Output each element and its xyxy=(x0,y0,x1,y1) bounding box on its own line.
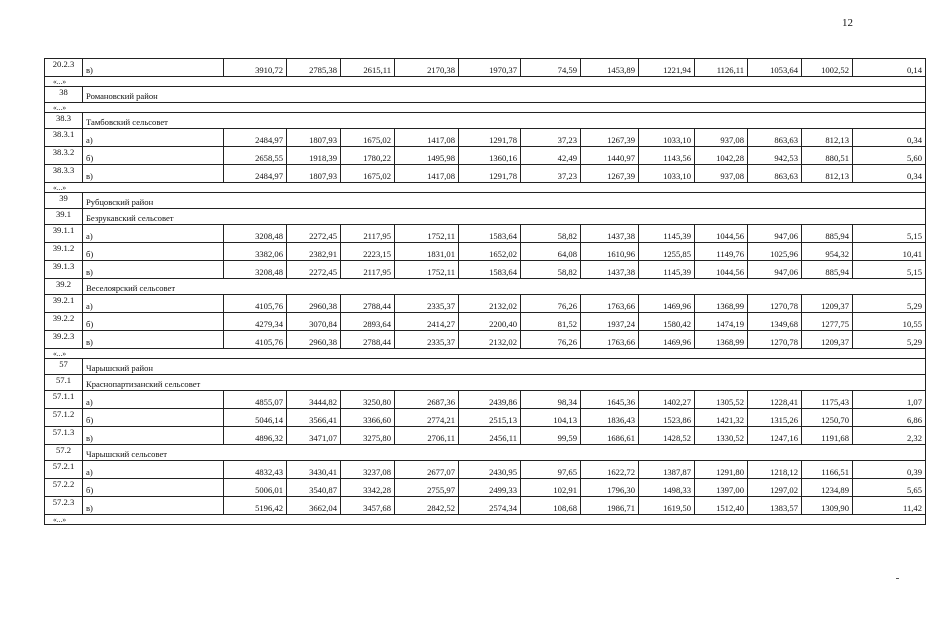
value-cell: 1437,38 xyxy=(581,225,639,243)
value-cell: 1495,98 xyxy=(395,147,459,165)
ellipsis-row xyxy=(45,103,926,113)
value-cell: 2658,55 xyxy=(224,147,287,165)
value-cell: 942,53 xyxy=(748,147,802,165)
value-cell: 1469,96 xyxy=(639,295,695,313)
value-cell: 2382,91 xyxy=(287,243,341,261)
row-subitem: а) xyxy=(83,295,224,313)
value-cell: 1267,39 xyxy=(581,165,639,183)
value-cell: 2272,45 xyxy=(287,261,341,279)
value-cell: 1397,00 xyxy=(695,479,748,497)
value-cell: 3910,72 xyxy=(224,59,287,77)
row-code: 39.1.1 xyxy=(45,225,83,243)
row-subitem: в) xyxy=(83,59,224,77)
value-cell: 1440,97 xyxy=(581,147,639,165)
value-cell: 5046,14 xyxy=(224,409,287,427)
row-code: 39.2.2 xyxy=(45,313,83,331)
value-cell: 5,15 xyxy=(853,225,926,243)
section-code: 57.2 xyxy=(45,445,83,461)
value-cell: 3471,07 xyxy=(287,427,341,445)
row-code: 39.1.2 xyxy=(45,243,83,261)
value-cell: 98,34 xyxy=(521,391,581,409)
table-row xyxy=(45,147,926,165)
value-cell: 5,29 xyxy=(853,331,926,349)
value-cell: 4105,76 xyxy=(224,295,287,313)
value-cell: 99,59 xyxy=(521,427,581,445)
value-cell: 5,60 xyxy=(853,147,926,165)
value-cell: 1583,64 xyxy=(459,261,521,279)
page-number: 12 xyxy=(842,17,853,29)
section-row xyxy=(45,279,926,295)
value-cell: 1807,93 xyxy=(287,129,341,147)
value-cell: 1033,10 xyxy=(639,129,695,147)
value-cell: 4832,43 xyxy=(224,461,287,479)
table-row xyxy=(45,313,926,331)
section-row xyxy=(45,87,926,103)
value-cell: 880,51 xyxy=(802,147,853,165)
value-cell: 1417,08 xyxy=(395,165,459,183)
value-cell: 1387,87 xyxy=(639,461,695,479)
value-cell: 1166,51 xyxy=(802,461,853,479)
row-subitem: а) xyxy=(83,225,224,243)
value-cell: 885,94 xyxy=(802,261,853,279)
row-subitem: б) xyxy=(83,147,224,165)
table-row xyxy=(45,129,926,147)
value-cell: 1831,01 xyxy=(395,243,459,261)
value-cell: 954,32 xyxy=(802,243,853,261)
section-code: 39.2 xyxy=(45,279,83,295)
row-code: 57.2.3 xyxy=(45,497,83,515)
value-cell: 1330,52 xyxy=(695,427,748,445)
value-cell: 1675,02 xyxy=(341,165,395,183)
section-title: Краснопартизанский сельсовет xyxy=(83,375,926,391)
value-cell: 1218,12 xyxy=(748,461,802,479)
value-cell: 2335,37 xyxy=(395,331,459,349)
value-cell: 812,13 xyxy=(802,129,853,147)
value-cell: 2687,36 xyxy=(395,391,459,409)
section-title: Чарышский сельсовет xyxy=(83,445,926,461)
row-subitem: б) xyxy=(83,409,224,427)
row-code: 39.2.1 xyxy=(45,295,83,313)
table-row xyxy=(45,225,926,243)
section-title: Тамбовский сельсовет xyxy=(83,113,926,129)
value-cell: 1619,50 xyxy=(639,497,695,515)
section-title: Веселоярский сельсовет xyxy=(83,279,926,295)
value-cell: 2788,44 xyxy=(341,331,395,349)
value-cell: 3366,60 xyxy=(341,409,395,427)
value-cell: 1368,99 xyxy=(695,331,748,349)
value-cell: 2842,52 xyxy=(395,497,459,515)
value-cell: 1986,71 xyxy=(581,497,639,515)
row-subitem: б) xyxy=(83,243,224,261)
value-cell: 10,55 xyxy=(853,313,926,331)
value-cell: 1247,16 xyxy=(748,427,802,445)
section-code: 38.3 xyxy=(45,113,83,129)
value-cell: 947,06 xyxy=(748,261,802,279)
value-cell: 2774,21 xyxy=(395,409,459,427)
value-cell: 3457,68 xyxy=(341,497,395,515)
value-cell: 1523,86 xyxy=(639,409,695,427)
value-cell: 2484,97 xyxy=(224,129,287,147)
value-cell: 0,39 xyxy=(853,461,926,479)
value-cell: 3237,08 xyxy=(341,461,395,479)
scan-mark xyxy=(896,578,899,579)
value-cell: 2200,40 xyxy=(459,313,521,331)
row-code: 57.1.1 xyxy=(45,391,83,409)
value-cell: 4855,07 xyxy=(224,391,287,409)
value-cell: 2785,38 xyxy=(287,59,341,77)
value-cell: 1291,78 xyxy=(459,165,521,183)
row-code: 39.1.3 xyxy=(45,261,83,279)
value-cell: 1297,02 xyxy=(748,479,802,497)
ellipsis-row xyxy=(45,349,926,359)
value-cell: 1512,40 xyxy=(695,497,748,515)
value-cell: 74,59 xyxy=(521,59,581,77)
value-cell: 2456,11 xyxy=(459,427,521,445)
value-cell: 1044,56 xyxy=(695,261,748,279)
table-body xyxy=(45,59,926,525)
value-cell: 3275,80 xyxy=(341,427,395,445)
value-cell: 812,13 xyxy=(802,165,853,183)
row-code: 20.2.3 xyxy=(45,59,83,77)
ellipsis-marker: «...» xyxy=(45,103,926,113)
value-cell: 1383,57 xyxy=(748,497,802,515)
section-code: 39.1 xyxy=(45,209,83,225)
row-subitem: б) xyxy=(83,479,224,497)
value-cell: 937,08 xyxy=(695,165,748,183)
value-cell: 1937,24 xyxy=(581,313,639,331)
value-cell: 2439,86 xyxy=(459,391,521,409)
value-cell: 3540,87 xyxy=(287,479,341,497)
value-cell: 2515,13 xyxy=(459,409,521,427)
value-cell: 2484,97 xyxy=(224,165,287,183)
value-cell: 5,65 xyxy=(853,479,926,497)
value-cell: 97,65 xyxy=(521,461,581,479)
value-cell: 2335,37 xyxy=(395,295,459,313)
value-cell: 1752,11 xyxy=(395,225,459,243)
row-code: 39.2.3 xyxy=(45,331,83,349)
value-cell: 885,94 xyxy=(802,225,853,243)
value-cell: 1025,96 xyxy=(748,243,802,261)
value-cell: 58,82 xyxy=(521,261,581,279)
value-cell: 2132,02 xyxy=(459,331,521,349)
value-cell: 1836,43 xyxy=(581,409,639,427)
value-cell: 1686,61 xyxy=(581,427,639,445)
table-row xyxy=(45,331,926,349)
value-cell: 10,41 xyxy=(853,243,926,261)
value-cell: 1807,93 xyxy=(287,165,341,183)
value-cell: 5,15 xyxy=(853,261,926,279)
section-code: 39 xyxy=(45,193,83,209)
row-code: 57.1.3 xyxy=(45,427,83,445)
value-cell: 3430,41 xyxy=(287,461,341,479)
table-row xyxy=(45,461,926,479)
section-code: 38 xyxy=(45,87,83,103)
value-cell: 1469,96 xyxy=(639,331,695,349)
value-cell: 2,32 xyxy=(853,427,926,445)
value-cell: 2893,64 xyxy=(341,313,395,331)
value-cell: 1402,27 xyxy=(639,391,695,409)
tariff-table xyxy=(44,58,926,525)
table-row xyxy=(45,261,926,279)
value-cell: 2272,45 xyxy=(287,225,341,243)
value-cell: 1042,28 xyxy=(695,147,748,165)
row-code: 57.1.2 xyxy=(45,409,83,427)
value-cell: 863,63 xyxy=(748,165,802,183)
value-cell: 58,82 xyxy=(521,225,581,243)
section-title: Чарышский район xyxy=(83,359,926,375)
value-cell: 1053,64 xyxy=(748,59,802,77)
value-cell: 0,34 xyxy=(853,129,926,147)
value-cell: 1918,39 xyxy=(287,147,341,165)
value-cell: 37,23 xyxy=(521,165,581,183)
section-title: Рубцовский район xyxy=(83,193,926,209)
section-row xyxy=(45,375,926,391)
value-cell: 37,23 xyxy=(521,129,581,147)
row-subitem: в) xyxy=(83,261,224,279)
value-cell: 3662,04 xyxy=(287,497,341,515)
value-cell: 1417,08 xyxy=(395,129,459,147)
row-code: 57.2.1 xyxy=(45,461,83,479)
value-cell: 3070,84 xyxy=(287,313,341,331)
value-cell: 1143,56 xyxy=(639,147,695,165)
value-cell: 1349,68 xyxy=(748,313,802,331)
section-code: 57 xyxy=(45,359,83,375)
section-row xyxy=(45,209,926,225)
value-cell: 3444,82 xyxy=(287,391,341,409)
ellipsis-marker: «...» xyxy=(45,515,926,525)
table-row xyxy=(45,165,926,183)
value-cell: 4279,34 xyxy=(224,313,287,331)
value-cell: 2755,97 xyxy=(395,479,459,497)
value-cell: 1255,85 xyxy=(639,243,695,261)
value-cell: 1315,26 xyxy=(748,409,802,427)
value-cell: 1250,70 xyxy=(802,409,853,427)
value-cell: 11,42 xyxy=(853,497,926,515)
row-subitem: в) xyxy=(83,165,224,183)
value-cell: 81,52 xyxy=(521,313,581,331)
value-cell: 1763,66 xyxy=(581,331,639,349)
value-cell: 1291,78 xyxy=(459,129,521,147)
value-cell: 2117,95 xyxy=(341,225,395,243)
value-cell: 2574,34 xyxy=(459,497,521,515)
value-cell: 1610,96 xyxy=(581,243,639,261)
value-cell: 1453,89 xyxy=(581,59,639,77)
table-row xyxy=(45,295,926,313)
value-cell: 1145,39 xyxy=(639,261,695,279)
ellipsis-marker: «...» xyxy=(45,77,926,87)
value-cell: 2132,02 xyxy=(459,295,521,313)
value-cell: 1474,19 xyxy=(695,313,748,331)
value-cell: 1498,33 xyxy=(639,479,695,497)
table-row xyxy=(45,479,926,497)
value-cell: 1291,80 xyxy=(695,461,748,479)
section-row xyxy=(45,113,926,129)
value-cell: 42,49 xyxy=(521,147,581,165)
value-cell: 1277,75 xyxy=(802,313,853,331)
value-cell: 0,14 xyxy=(853,59,926,77)
row-subitem: а) xyxy=(83,461,224,479)
value-cell: 3250,80 xyxy=(341,391,395,409)
value-cell: 1228,41 xyxy=(748,391,802,409)
table-row xyxy=(45,243,926,261)
value-cell: 947,06 xyxy=(748,225,802,243)
value-cell: 1421,32 xyxy=(695,409,748,427)
value-cell: 1221,94 xyxy=(639,59,695,77)
value-cell: 76,26 xyxy=(521,295,581,313)
value-cell: 2706,11 xyxy=(395,427,459,445)
row-code: 38.3.3 xyxy=(45,165,83,183)
ellipsis-row xyxy=(45,183,926,193)
value-cell: 1209,37 xyxy=(802,331,853,349)
table-row xyxy=(45,59,926,77)
value-cell: 2960,38 xyxy=(287,331,341,349)
value-cell: 76,26 xyxy=(521,331,581,349)
value-cell: 0,34 xyxy=(853,165,926,183)
value-cell: 1437,38 xyxy=(581,261,639,279)
value-cell: 1796,30 xyxy=(581,479,639,497)
value-cell: 102,91 xyxy=(521,479,581,497)
value-cell: 2960,38 xyxy=(287,295,341,313)
ellipsis-marker: «...» xyxy=(45,183,926,193)
value-cell: 1270,78 xyxy=(748,295,802,313)
value-cell: 1033,10 xyxy=(639,165,695,183)
section-title: Безрукавский сельсовет xyxy=(83,209,926,225)
value-cell: 1234,89 xyxy=(802,479,853,497)
value-cell: 2615,11 xyxy=(341,59,395,77)
row-code: 38.3.2 xyxy=(45,147,83,165)
value-cell: 1428,52 xyxy=(639,427,695,445)
row-subitem: а) xyxy=(83,391,224,409)
value-cell: 1145,39 xyxy=(639,225,695,243)
value-cell: 1126,11 xyxy=(695,59,748,77)
value-cell: 2430,95 xyxy=(459,461,521,479)
value-cell: 1309,90 xyxy=(802,497,853,515)
value-cell: 1267,39 xyxy=(581,129,639,147)
section-code: 57.1 xyxy=(45,375,83,391)
value-cell: 1580,42 xyxy=(639,313,695,331)
row-subitem: в) xyxy=(83,427,224,445)
value-cell: 1175,43 xyxy=(802,391,853,409)
value-cell: 1002,52 xyxy=(802,59,853,77)
ellipsis-row xyxy=(45,77,926,87)
value-cell: 1191,68 xyxy=(802,427,853,445)
value-cell: 1583,64 xyxy=(459,225,521,243)
value-cell: 2677,07 xyxy=(395,461,459,479)
value-cell: 1970,37 xyxy=(459,59,521,77)
value-cell: 1622,72 xyxy=(581,461,639,479)
row-code: 57.2.2 xyxy=(45,479,83,497)
value-cell: 4896,32 xyxy=(224,427,287,445)
value-cell: 3208,48 xyxy=(224,261,287,279)
value-cell: 6,86 xyxy=(853,409,926,427)
value-cell: 937,08 xyxy=(695,129,748,147)
value-cell: 5196,42 xyxy=(224,497,287,515)
value-cell: 5,29 xyxy=(853,295,926,313)
section-row xyxy=(45,445,926,461)
table-row xyxy=(45,497,926,515)
section-row xyxy=(45,193,926,209)
value-cell: 3208,48 xyxy=(224,225,287,243)
value-cell: 2223,15 xyxy=(341,243,395,261)
value-cell: 1270,78 xyxy=(748,331,802,349)
value-cell: 2499,33 xyxy=(459,479,521,497)
row-subitem: в) xyxy=(83,331,224,349)
value-cell: 1368,99 xyxy=(695,295,748,313)
value-cell: 4105,76 xyxy=(224,331,287,349)
value-cell: 3382,06 xyxy=(224,243,287,261)
value-cell: 863,63 xyxy=(748,129,802,147)
value-cell: 1645,36 xyxy=(581,391,639,409)
row-subitem: в) xyxy=(83,497,224,515)
value-cell: 1149,76 xyxy=(695,243,748,261)
value-cell: 2170,38 xyxy=(395,59,459,77)
value-cell: 1209,37 xyxy=(802,295,853,313)
value-cell: 5006,01 xyxy=(224,479,287,497)
row-subitem: б) xyxy=(83,313,224,331)
value-cell: 3566,41 xyxy=(287,409,341,427)
value-cell: 1305,52 xyxy=(695,391,748,409)
value-cell: 1763,66 xyxy=(581,295,639,313)
value-cell: 2117,95 xyxy=(341,261,395,279)
value-cell: 104,13 xyxy=(521,409,581,427)
value-cell: 1752,11 xyxy=(395,261,459,279)
value-cell: 1675,02 xyxy=(341,129,395,147)
value-cell: 2788,44 xyxy=(341,295,395,313)
value-cell: 64,08 xyxy=(521,243,581,261)
ellipsis-row xyxy=(45,515,926,525)
value-cell: 2414,27 xyxy=(395,313,459,331)
value-cell: 1780,22 xyxy=(341,147,395,165)
section-row xyxy=(45,359,926,375)
value-cell: 3342,28 xyxy=(341,479,395,497)
value-cell: 108,68 xyxy=(521,497,581,515)
table-row xyxy=(45,427,926,445)
ellipsis-marker: «...» xyxy=(45,349,926,359)
value-cell: 1360,16 xyxy=(459,147,521,165)
value-cell: 1652,02 xyxy=(459,243,521,261)
section-title: Романовский район xyxy=(83,87,926,103)
table-row xyxy=(45,409,926,427)
value-cell: 1044,56 xyxy=(695,225,748,243)
value-cell: 1,07 xyxy=(853,391,926,409)
table-row xyxy=(45,391,926,409)
row-code: 38.3.1 xyxy=(45,129,83,147)
row-subitem: а) xyxy=(83,129,224,147)
